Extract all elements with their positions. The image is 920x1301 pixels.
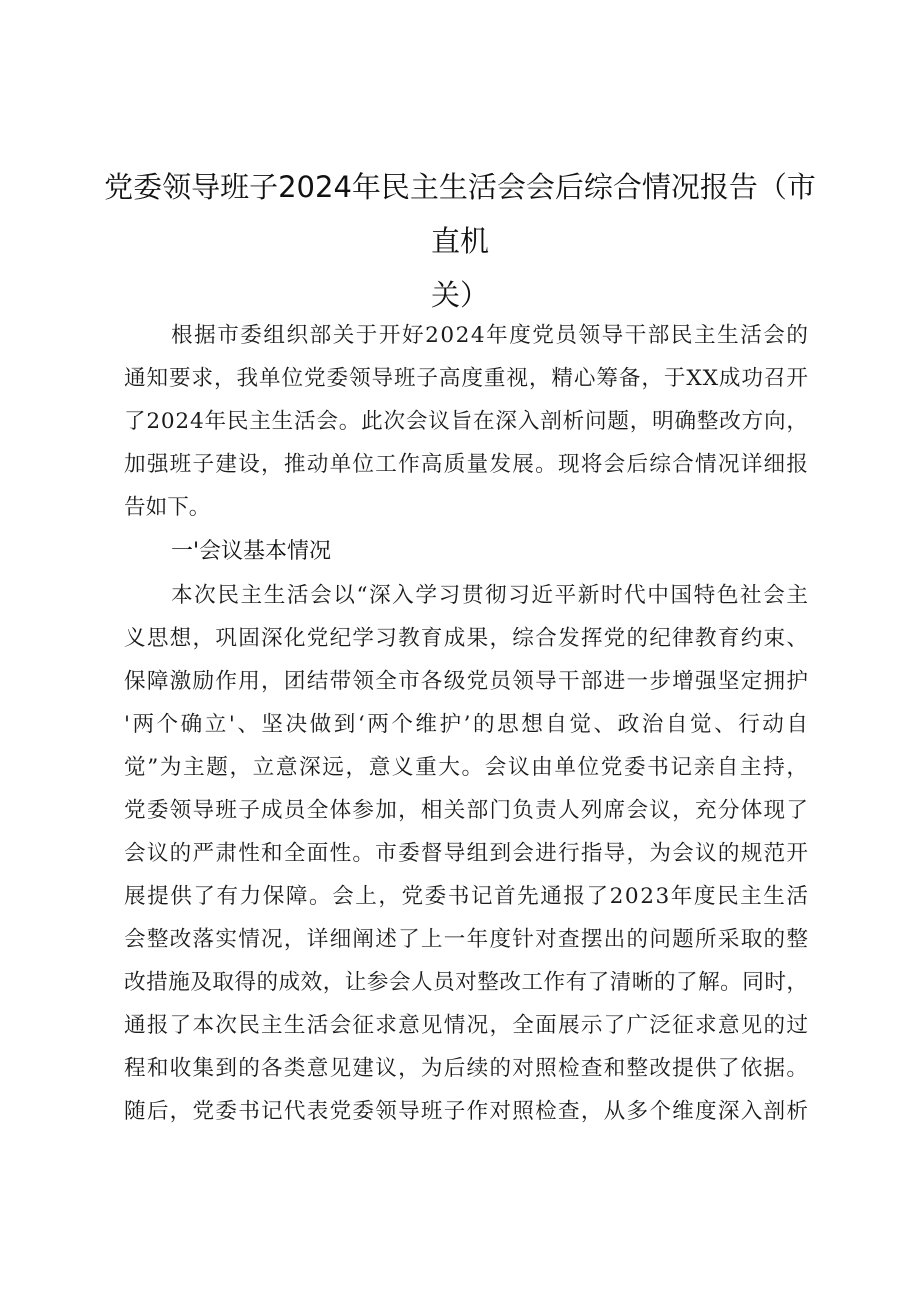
intro-line: 了2024年民主生活会。此次会议旨在深入剖析问题，明确整改方向， [124, 409, 809, 434]
title-line-1: 党委领导班子2024年民主生活会会后综合情况报告（市直机 [104, 170, 816, 258]
body-line: 义思想，巩固深化党纪学习教育成果，综合发挥党的纪律教育约束、 [124, 626, 810, 651]
document-title [100, 160, 820, 322]
body-line: 党委领导班子成员全体参加，相关部门负责人列席会议，充分体现了 [124, 798, 810, 823]
intro-line: 加强班子建设，推动单位工作高质量发展。现将会后综合情况详细报 [124, 452, 810, 477]
body-line: 本次民主生活会以“深入学习贯彻习近平新时代中国特色社会主 [171, 583, 810, 608]
section-heading: 一'会议基本情况 [171, 539, 332, 564]
body-line: 通报了本次民主生活会征求意见情况，全面展示了广泛征求意见的过 [124, 1013, 810, 1038]
body-line: 程和收集到的各类意见建议，为后续的对照检查和整改提供了依据。 [124, 1056, 810, 1081]
intro-line: 根据市委组织部关于开好2024年度党员领导干部民主生活会的 [171, 323, 810, 348]
body-line: 随后，党委书记代表党委领导班子作对照检查，从多个维度深入剖析 [124, 1099, 810, 1124]
body-line: 改措施及取得的成效，让参会人员对整改工作有了清晰的了解。同时， [124, 970, 809, 995]
body-line: 觉”为主题，立意深远，意义重大。会议由单位党委书记亲自主持， [124, 755, 810, 780]
intro-line: 告如下。 [124, 495, 211, 520]
intro-line: 通知要求，我单位党委领导班子高度重视，精心筹备，于XX成功召开 [124, 366, 809, 391]
body-line: '两个确立'、坚决做到‘两个维护’的思想自觉、政治自觉、行动自 [124, 712, 811, 737]
body-line: 会整改落实情况，详细阐述了上一年度针对查摆出的问题所采取的整 [124, 927, 810, 952]
body-line: 展提供了有力保障。会上，党委书记首先通报了2023年度民主生活 [124, 884, 810, 909]
body-line: 保障激励作用，团结带领全市各级党员领导干部进一步增强坚定拥护 [124, 669, 810, 694]
body-line: 会议的严肃性和全面性。市委督导组到会进行指导，为会议的规范开 [124, 841, 810, 866]
title-line-2: 关） [430, 278, 489, 312]
